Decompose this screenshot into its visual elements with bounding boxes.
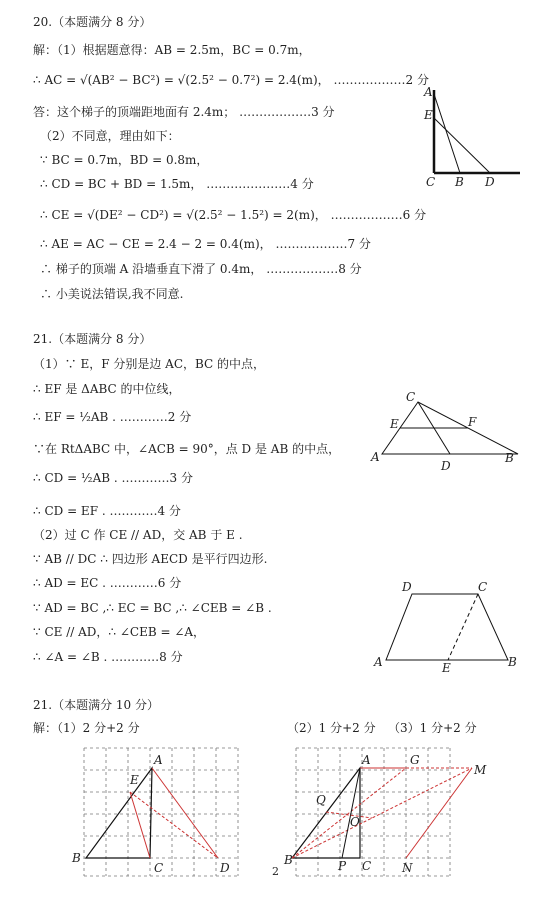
q20-title: 20.（本题满分 8 分） <box>33 15 152 29</box>
q20-line: ∴ AC = √(AB² − BC²) = √(2.5² − 0.7²) = 2.4(m)， ………………2 分 <box>33 73 429 87</box>
q21a-line: ∴ AD = EC . …………6 分 <box>33 576 182 590</box>
fig-label: O <box>350 815 360 829</box>
fig-label: E <box>424 108 433 122</box>
q20-line: （2）不同意，理由如下： <box>40 129 180 143</box>
fig-label: C <box>362 859 372 873</box>
q21a-line: （2）过 C 作 CE // AD，交 AB 于 E . <box>33 528 243 542</box>
q20-line: ∴ AE = AC − CE = 2.4 − 2 = 0.4(m)， ………………7 分 <box>40 237 371 251</box>
q20-line: ∴ CE = √(DE² − CD²) = √(2.5² − 1.5²) = 2(m)， ………………6 分 <box>40 208 427 222</box>
q21a-line: ∵ AD = BC ,∴ EC = BC ,∴ ∠CEB = ∠B . <box>33 601 272 615</box>
fig-label: C <box>154 861 164 875</box>
fig-label: D <box>220 861 230 875</box>
fig-label: B <box>455 175 464 189</box>
q20-line: ∴ 小美说法错误,我不同意. <box>40 287 184 301</box>
trapezoid-figure <box>368 574 528 674</box>
fig-label: P <box>338 859 347 873</box>
grid-figure-1 <box>68 740 264 890</box>
q20-line: ∴ CD = BC + BD = 1.5m， …………………4 分 <box>40 177 314 191</box>
fig-label: A <box>362 753 371 767</box>
triangle-figure <box>368 388 528 480</box>
q20-line: 解：（1）根据题意得：AB = 2.5m，BC = 0.7m， <box>33 43 311 57</box>
fig-label: Q <box>316 793 326 807</box>
fig-label: A <box>154 753 163 767</box>
q21b-line: （3）1 分+2 分 <box>388 721 477 735</box>
q21a-line: ∵ AB // DC ∴ 四边形 AECD 是平行四边形. <box>33 552 268 566</box>
q21a-line: ∴ EF = ½AB . …………2 分 <box>33 410 192 424</box>
q21a-line: ∴ EF 是 ΔABC 的中位线， <box>33 382 181 396</box>
fig-label: A <box>424 85 433 99</box>
fig-label: E <box>130 773 139 787</box>
q21a-line: ∴ CD = EF . …………4 分 <box>33 504 181 518</box>
ladder-figure <box>418 80 528 190</box>
fig-label: B <box>72 851 81 865</box>
q21a-line: ∴ CD = ½AB . …………3 分 <box>33 471 193 485</box>
fig-label: C <box>406 390 416 404</box>
fig-label: A <box>371 450 380 464</box>
fig-label: C <box>478 580 488 594</box>
fig-label: A <box>374 655 383 669</box>
q20-line: ∵ BC = 0.7m，BD = 0.8m， <box>40 153 209 167</box>
q21a-title: 21.（本题满分 8 分） <box>33 332 152 346</box>
fig-label: M <box>474 763 487 777</box>
fig-label: D <box>485 175 495 189</box>
fig-label: F <box>468 415 477 429</box>
fig-label: B <box>284 853 293 867</box>
q21a-line: ∵ CE // AD，∴ ∠CEB = ∠A， <box>33 625 206 639</box>
q21a-line: （1）∵ E，F 分别是边 AC，BC 的中点， <box>33 357 266 371</box>
fig-label: N <box>402 861 413 875</box>
q21b-title: 21.（本题满分 10 分） <box>33 698 159 712</box>
page-number: 2 <box>272 865 279 878</box>
fig-label: C <box>426 175 436 189</box>
q20-line: 答：这个梯子的顶端距地面有 2.4m； ………………3 分 <box>33 105 335 119</box>
fig-label: G <box>410 753 420 767</box>
fig-label: D <box>402 580 412 594</box>
q21b-line: 解：（1）2 分+2 分 <box>33 721 140 735</box>
q20-line: ∴ 梯子的顶端 A 沿墙垂直下滑了 0.4m， ………………8 分 <box>40 262 362 276</box>
grid-figure-2 <box>282 740 502 890</box>
fig-label: E <box>442 661 451 674</box>
q21b-line: （2）1 分+2 分 <box>287 721 376 735</box>
fig-label: D <box>441 459 451 473</box>
q21a-line: ∵在 RtΔABC 中，∠ACB = 90°，点 D 是 AB 的中点， <box>33 442 341 456</box>
fig-label: E <box>390 417 399 431</box>
fig-label: B <box>505 451 514 465</box>
fig-label: B <box>508 655 517 669</box>
q21a-line: ∴ ∠A = ∠B . …………8 分 <box>33 650 183 664</box>
